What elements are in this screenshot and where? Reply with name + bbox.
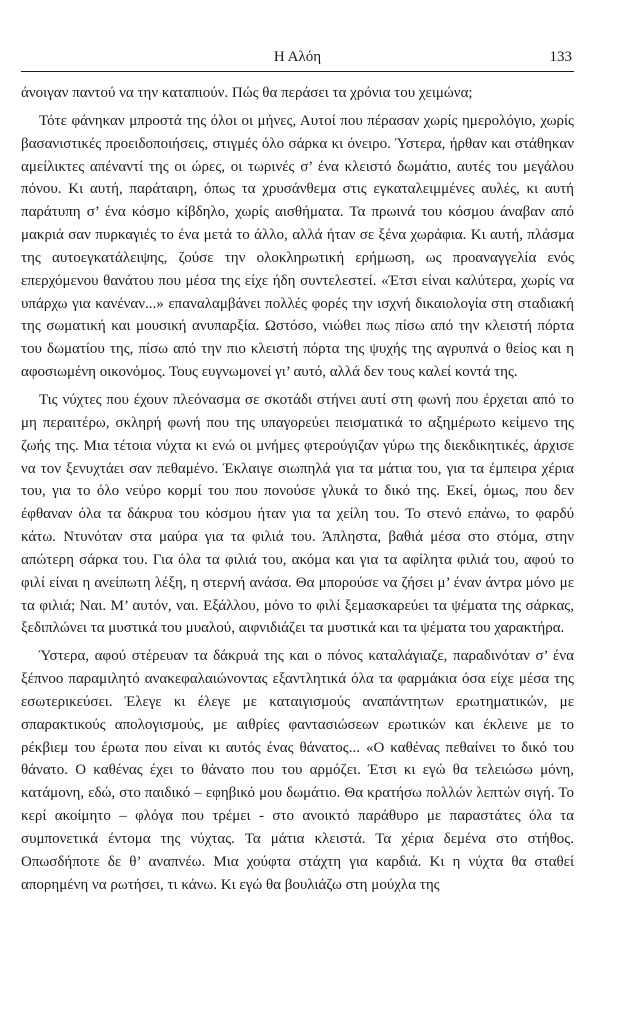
header-rule [21,71,574,72]
running-title: Η Αλόη [273,49,322,65]
paragraph: Ύστερα, αφού στέρευαν τα δάκρυά της και ο πόνος καταλάγιαζε, παραδινόταν σ’ ένα ξέπνοο παραμιλητό ανακεφαλαιώνοντας εξαντλητικά όλα τα φαρμάκια όσα είχε μέσα της εσωτερικεύσει. Έλεγε κι έλεγε με καταιγισμούς αναπάντητων ερωτηματικών, με σπαρακτικούς απολογισμούς, με αιθρίες φαντασιώσεων ερωτικών και έκλεινε με το ρέκβιεμ του έρωτα που είναι κι αυτός ένας θάνατος... «Ο καθένας πεθαίνει το δικό του θάνατο. Ο καθένας έχει το θάνατο που του αρμόζει. Έτσι κι εγώ θα τελειώσω μόνη, κατάμονη, εδώ, στο παιδικό – εφηβικό μου δωμάτιο. Θα κρατήσω πολλών λεπτών σιγή. Το κερί ακοίμητο – φλόγα που τρέμει - στο ανοικτό παράθυρο με παραστάτες όλα τα συμπονετικά έντομα της νύχτας. Τα μάτια κλειστά. Τα χέρια δεμένα στο στήθος. Οπωσδήποτε δε θ’ αναπνέω. Μια χούφτα στάχτη για καρδιά. Κι η νύχτα θα σταθεί απορημένη να ρωτήσει, τι κάνω. Κι εγώ θα βουλιάζω στη μούχλα της [21,648,574,893]
paragraph: Τότε φάνηκαν μπροστά της όλοι οι μήνες, Αυτοί που πέρασαν χωρίς ημερολόγιο, χωρίς βασανιστικές προειδοποιήσεις, στιγμές όλο σάρκα κι όνειρο. Ύστερα, ήρθαν και στάθηκαν αμείλικτες απέναντί της οι ώρες, οι τωρινές σ’ ένα κλειστό δωμάτιο, αυτές του μεγάλου πόνου. Κι αυτή, παράταιρη, όπως τα χρυσάνθεμα στις εγκαταλειμμένες αυλές, κι αυτή παράτυπη σ’ ένα κόσμο κίβδηλο, χωρίς αισθήματα. Τα πρωινά του κόσμου άναβαν από μακριά σαν πυρκαγιές το ένα μετά το άλλο, αλλά ήταν σε ξένα χωράφια. Κι αυτή, πλάσμα της αυτοεγκατάλειψης, ζούσε την ολοκληρωτική ερήμωση, ως προαναγγελία ενός επερχόμενου θανάτου που μέσα της είχε ήδη συντελεστεί. «Έτσι είναι καλύτερα, χωρίς να υπάρχω για κανέναν...» επαναλαμβάνει πολλές φορές την ισχνή δικαιολογία στη σταδιακή της σωματική και μουσική ανυπαρξία. Ωστόσο, νιώθει πως πίσω από την κλειστή πόρτα του δωματίου της, πίσω από την πιο κλειστή πόρτα της ψυχής της αγρυπνά ο θείος και η αφοσιωμένη οικονόμος. Τους ευγνωμονεί γι’ αυτό, αλλά δεν τους καλεί κοντά της. [21,112,574,381]
body-text [21,82,574,897]
paragraph: άνοιγαν παντού να την καταπιούν. Πώς θα περάσει τα χρόνια του χειμώνα; [21,85,473,101]
running-head [21,48,574,70]
book-page [21,48,574,902]
page-number: 133 [549,49,572,65]
paragraph: Τις νύχτες που έχουν πλεόνασμα σε σκοτάδι στήνει αυτί στη φωνή που έρχεται από το μη περαιτέρω, σκληρή φωνή που της υπαγορεύει πεισματικά το αξημέρωτο κείμενο της ζωής της. Μια τέτοια νύχτα κι ενώ οι μνήμες φτερούγιζαν γύρω της διεκδικητικές, άρχισε να τον ξενυχτάει σαν πεθαμένο. Έκλαιγε σιωπηλά για τα μάτια του, για τα έμπειρα χέρια του, για το όλο νεύρο κορμί του που πονούσε γλυκά το δικό της. Εκεί, όμως, που δεν έφθαναν όλα τα δάκρυα του κόσμου ήταν για τα χείλη του. Το στενό επάνω, το φαρδύ κάτω. Ντυνόταν στα μαύρα για τα φιλιά του. Άπληστα, βαθιά μέσα στο στόμα, στην απώτερη σάρκα του. Για όλα τα φιλιά του, ακόμα και για τα αφίλητα φιλιά του, αφού το φιλί είναι η ανείπωτη λέξη, η στερνή ανάσα. Θα μπορούσε να ζήσει μ’ έναν άντρα μόνο με τα φιλιά; Ναι. Μ’ αυτόν, ναι. Εξάλλου, μόνο το φιλί ξεμασκαρεύει τα ψέματα της σάρκας, ξεδιπλώνει τα μυστικά του μυαλού, αιφνιδιάζει τα μυστικά και τα ψέματα του χαρακτήρα. [21,391,574,637]
